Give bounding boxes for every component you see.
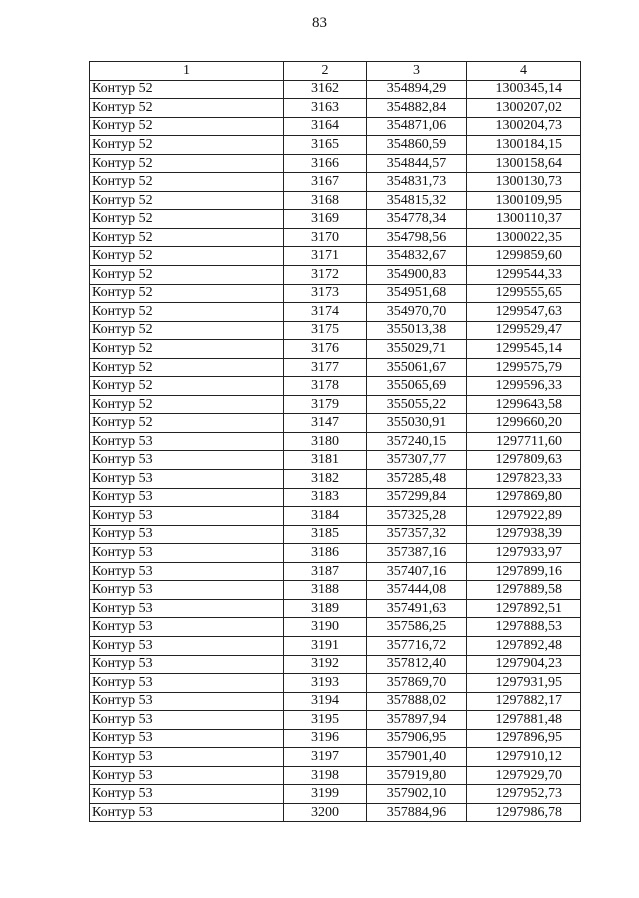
point-number-cell: 3167: [284, 173, 367, 192]
y-coordinate-cell: 1297922,89: [467, 507, 581, 526]
x-coordinate-cell: 357240,15: [367, 432, 467, 451]
point-number-cell: 3180: [284, 432, 367, 451]
contour-name-cell: Контур 52: [90, 80, 284, 99]
contour-name-cell: Контур 52: [90, 340, 284, 359]
contour-name-cell: Контур 52: [90, 136, 284, 155]
contour-name-cell: Контур 53: [90, 488, 284, 507]
x-coordinate-cell: 354871,06: [367, 117, 467, 136]
point-number-cell: 3162: [284, 80, 367, 99]
y-coordinate-cell: 1297892,51: [467, 599, 581, 618]
contour-name-cell: Контур 53: [90, 507, 284, 526]
contour-name-cell: Контур 53: [90, 785, 284, 804]
table-header: [90, 62, 581, 81]
x-coordinate-cell: 357444,08: [367, 581, 467, 600]
point-number-cell: 3173: [284, 284, 367, 303]
x-coordinate-cell: 357888,02: [367, 692, 467, 711]
table-row: [90, 507, 581, 526]
table-row: [90, 803, 581, 822]
y-coordinate-cell: 1299555,65: [467, 284, 581, 303]
y-coordinate-cell: 1297889,58: [467, 581, 581, 600]
table-row: [90, 340, 581, 359]
table-row: [90, 655, 581, 674]
point-number-cell: 3175: [284, 321, 367, 340]
table-row: [90, 636, 581, 655]
contour-name-cell: Контур 53: [90, 581, 284, 600]
y-coordinate-cell: 1297896,95: [467, 729, 581, 748]
point-number-cell: 3170: [284, 228, 367, 247]
y-coordinate-cell: 1297869,80: [467, 488, 581, 507]
contour-name-cell: Контур 52: [90, 303, 284, 322]
y-coordinate-cell: 1297933,97: [467, 544, 581, 563]
x-coordinate-cell: 354832,67: [367, 247, 467, 266]
table-row: [90, 228, 581, 247]
point-number-cell: 3174: [284, 303, 367, 322]
x-coordinate-cell: 357869,70: [367, 674, 467, 693]
contour-name-cell: Контур 53: [90, 599, 284, 618]
y-coordinate-cell: 1300207,02: [467, 99, 581, 118]
contour-name-cell: Контур 53: [90, 525, 284, 544]
x-coordinate-cell: 357285,48: [367, 470, 467, 489]
coordinates-table: [89, 61, 581, 822]
table-row: [90, 80, 581, 99]
contour-name-cell: Контур 53: [90, 748, 284, 767]
contour-name-cell: Контур 52: [90, 284, 284, 303]
contour-name-cell: Контур 53: [90, 544, 284, 563]
x-coordinate-cell: 357901,40: [367, 748, 467, 767]
x-coordinate-cell: 355065,69: [367, 377, 467, 396]
y-coordinate-cell: 1297888,53: [467, 618, 581, 637]
table-row: [90, 173, 581, 192]
table-row: [90, 692, 581, 711]
table-row: [90, 766, 581, 785]
table-row: [90, 210, 581, 229]
table-row: [90, 99, 581, 118]
x-coordinate-cell: 357812,40: [367, 655, 467, 674]
y-coordinate-cell: 1297952,73: [467, 785, 581, 804]
point-number-cell: 3196: [284, 729, 367, 748]
x-coordinate-cell: 357387,16: [367, 544, 467, 563]
contour-name-cell: Контур 52: [90, 358, 284, 377]
point-number-cell: 3197: [284, 748, 367, 767]
y-coordinate-cell: 1300022,35: [467, 228, 581, 247]
y-coordinate-cell: 1297711,60: [467, 432, 581, 451]
x-coordinate-cell: 357357,32: [367, 525, 467, 544]
contour-name-cell: Контур 53: [90, 636, 284, 655]
contour-name-cell: Контур 53: [90, 711, 284, 730]
x-coordinate-cell: 357325,28: [367, 507, 467, 526]
x-coordinate-cell: 357897,94: [367, 711, 467, 730]
point-number-cell: 3168: [284, 191, 367, 210]
point-number-cell: 3177: [284, 358, 367, 377]
contour-name-cell: Контур 52: [90, 191, 284, 210]
table-row: [90, 729, 581, 748]
table-body: [90, 80, 581, 822]
point-number-cell: 3190: [284, 618, 367, 637]
x-coordinate-cell: 357299,84: [367, 488, 467, 507]
table-row: [90, 470, 581, 489]
contour-name-cell: Контур 52: [90, 154, 284, 173]
table-row: [90, 674, 581, 693]
y-coordinate-cell: 1300110,37: [467, 210, 581, 229]
x-coordinate-cell: 357919,80: [367, 766, 467, 785]
point-number-cell: 3171: [284, 247, 367, 266]
x-coordinate-cell: 357307,77: [367, 451, 467, 470]
x-coordinate-cell: 354844,57: [367, 154, 467, 173]
column-header-3: 3: [367, 62, 467, 81]
contour-name-cell: Контур 53: [90, 618, 284, 637]
x-coordinate-cell: 357586,25: [367, 618, 467, 637]
x-coordinate-cell: 355055,22: [367, 395, 467, 414]
point-number-cell: 3179: [284, 395, 367, 414]
x-coordinate-cell: 354831,73: [367, 173, 467, 192]
contour-name-cell: Контур 53: [90, 674, 284, 693]
point-number-cell: 3163: [284, 99, 367, 118]
point-number-cell: 3192: [284, 655, 367, 674]
y-coordinate-cell: 1300345,14: [467, 80, 581, 99]
y-coordinate-cell: 1299643,58: [467, 395, 581, 414]
point-number-cell: 3188: [284, 581, 367, 600]
x-coordinate-cell: 357902,10: [367, 785, 467, 804]
contour-name-cell: Контур 52: [90, 117, 284, 136]
x-coordinate-cell: 354798,56: [367, 228, 467, 247]
contour-name-cell: Контур 52: [90, 99, 284, 118]
y-coordinate-cell: 1297931,95: [467, 674, 581, 693]
point-number-cell: 3200: [284, 803, 367, 822]
point-number-cell: 3181: [284, 451, 367, 470]
table-row: [90, 191, 581, 210]
table-row: [90, 748, 581, 767]
contour-name-cell: Контур 52: [90, 395, 284, 414]
contour-name-cell: Контур 53: [90, 729, 284, 748]
x-coordinate-cell: 355061,67: [367, 358, 467, 377]
y-coordinate-cell: 1297892,48: [467, 636, 581, 655]
contour-name-cell: Контур 53: [90, 692, 284, 711]
x-coordinate-cell: 354894,29: [367, 80, 467, 99]
x-coordinate-cell: 355030,91: [367, 414, 467, 433]
y-coordinate-cell: 1299544,33: [467, 266, 581, 285]
y-coordinate-cell: 1299596,33: [467, 377, 581, 396]
table-row: [90, 525, 581, 544]
y-coordinate-cell: 1300109,95: [467, 191, 581, 210]
x-coordinate-cell: 354970,70: [367, 303, 467, 322]
table-row: [90, 432, 581, 451]
table-row: [90, 414, 581, 433]
table-row: [90, 562, 581, 581]
x-coordinate-cell: 354882,84: [367, 99, 467, 118]
y-coordinate-cell: 1299545,14: [467, 340, 581, 359]
x-coordinate-cell: 354951,68: [367, 284, 467, 303]
point-number-cell: 3147: [284, 414, 367, 433]
point-number-cell: 3172: [284, 266, 367, 285]
point-number-cell: 3189: [284, 599, 367, 618]
column-header-4: 4: [467, 62, 581, 81]
point-number-cell: 3166: [284, 154, 367, 173]
table-row: [90, 266, 581, 285]
y-coordinate-cell: 1297910,12: [467, 748, 581, 767]
table-row: [90, 284, 581, 303]
y-coordinate-cell: 1297986,78: [467, 803, 581, 822]
y-coordinate-cell: 1297904,23: [467, 655, 581, 674]
y-coordinate-cell: 1299547,63: [467, 303, 581, 322]
point-number-cell: 3195: [284, 711, 367, 730]
point-number-cell: 3178: [284, 377, 367, 396]
y-coordinate-cell: 1299660,20: [467, 414, 581, 433]
point-number-cell: 3183: [284, 488, 367, 507]
table-row: [90, 377, 581, 396]
contour-name-cell: Контур 52: [90, 173, 284, 192]
table-row: [90, 544, 581, 563]
contour-name-cell: Контур 52: [90, 414, 284, 433]
column-header-2: 2: [284, 62, 367, 81]
contour-name-cell: Контур 53: [90, 432, 284, 451]
contour-name-cell: Контур 52: [90, 247, 284, 266]
point-number-cell: 3165: [284, 136, 367, 155]
y-coordinate-cell: 1297881,48: [467, 711, 581, 730]
x-coordinate-cell: 354860,59: [367, 136, 467, 155]
contour-name-cell: Контур 52: [90, 266, 284, 285]
table-row: [90, 581, 581, 600]
page-number: 83: [312, 15, 327, 31]
contour-name-cell: Контур 53: [90, 803, 284, 822]
point-number-cell: 3193: [284, 674, 367, 693]
table-row: [90, 154, 581, 173]
x-coordinate-cell: 357407,16: [367, 562, 467, 581]
x-coordinate-cell: 357884,96: [367, 803, 467, 822]
point-number-cell: 3187: [284, 562, 367, 581]
x-coordinate-cell: 354815,32: [367, 191, 467, 210]
x-coordinate-cell: 354778,34: [367, 210, 467, 229]
point-number-cell: 3164: [284, 117, 367, 136]
point-number-cell: 3176: [284, 340, 367, 359]
y-coordinate-cell: 1297899,16: [467, 562, 581, 581]
table-row: [90, 451, 581, 470]
table-row: [90, 358, 581, 377]
point-number-cell: 3182: [284, 470, 367, 489]
contour-name-cell: Контур 53: [90, 766, 284, 785]
contour-name-cell: Контур 53: [90, 562, 284, 581]
point-number-cell: 3184: [284, 507, 367, 526]
table-row: [90, 618, 581, 637]
y-coordinate-cell: 1297882,17: [467, 692, 581, 711]
point-number-cell: 3199: [284, 785, 367, 804]
table-row: [90, 395, 581, 414]
x-coordinate-cell: 355029,71: [367, 340, 467, 359]
y-coordinate-cell: 1300184,15: [467, 136, 581, 155]
y-coordinate-cell: 1297809,63: [467, 451, 581, 470]
header-row: [90, 62, 581, 81]
y-coordinate-cell: 1299859,60: [467, 247, 581, 266]
y-coordinate-cell: 1300130,73: [467, 173, 581, 192]
y-coordinate-cell: 1299575,79: [467, 358, 581, 377]
contour-name-cell: Контур 53: [90, 655, 284, 674]
contour-name-cell: Контур 52: [90, 377, 284, 396]
point-number-cell: 3185: [284, 525, 367, 544]
x-coordinate-cell: 357716,72: [367, 636, 467, 655]
y-coordinate-cell: 1297938,39: [467, 525, 581, 544]
x-coordinate-cell: 357491,63: [367, 599, 467, 618]
table-row: [90, 303, 581, 322]
contour-name-cell: Контур 53: [90, 451, 284, 470]
table-row: [90, 247, 581, 266]
table-row: [90, 785, 581, 804]
table-row: [90, 136, 581, 155]
table-row: [90, 711, 581, 730]
y-coordinate-cell: 1297823,33: [467, 470, 581, 489]
point-number-cell: 3191: [284, 636, 367, 655]
table-row: [90, 599, 581, 618]
contour-name-cell: Контур 52: [90, 321, 284, 340]
y-coordinate-cell: 1300158,64: [467, 154, 581, 173]
point-number-cell: 3186: [284, 544, 367, 563]
y-coordinate-cell: 1299529,47: [467, 321, 581, 340]
contour-name-cell: Контур 52: [90, 228, 284, 247]
x-coordinate-cell: 354900,83: [367, 266, 467, 285]
table-row: [90, 488, 581, 507]
x-coordinate-cell: 355013,38: [367, 321, 467, 340]
contour-name-cell: Контур 52: [90, 210, 284, 229]
table-row: [90, 321, 581, 340]
point-number-cell: 3194: [284, 692, 367, 711]
point-number-cell: 3169: [284, 210, 367, 229]
y-coordinate-cell: 1300204,73: [467, 117, 581, 136]
x-coordinate-cell: 357906,95: [367, 729, 467, 748]
table-row: [90, 117, 581, 136]
column-header-1: 1: [90, 62, 284, 81]
point-number-cell: 3198: [284, 766, 367, 785]
contour-name-cell: Контур 53: [90, 470, 284, 489]
y-coordinate-cell: 1297929,70: [467, 766, 581, 785]
